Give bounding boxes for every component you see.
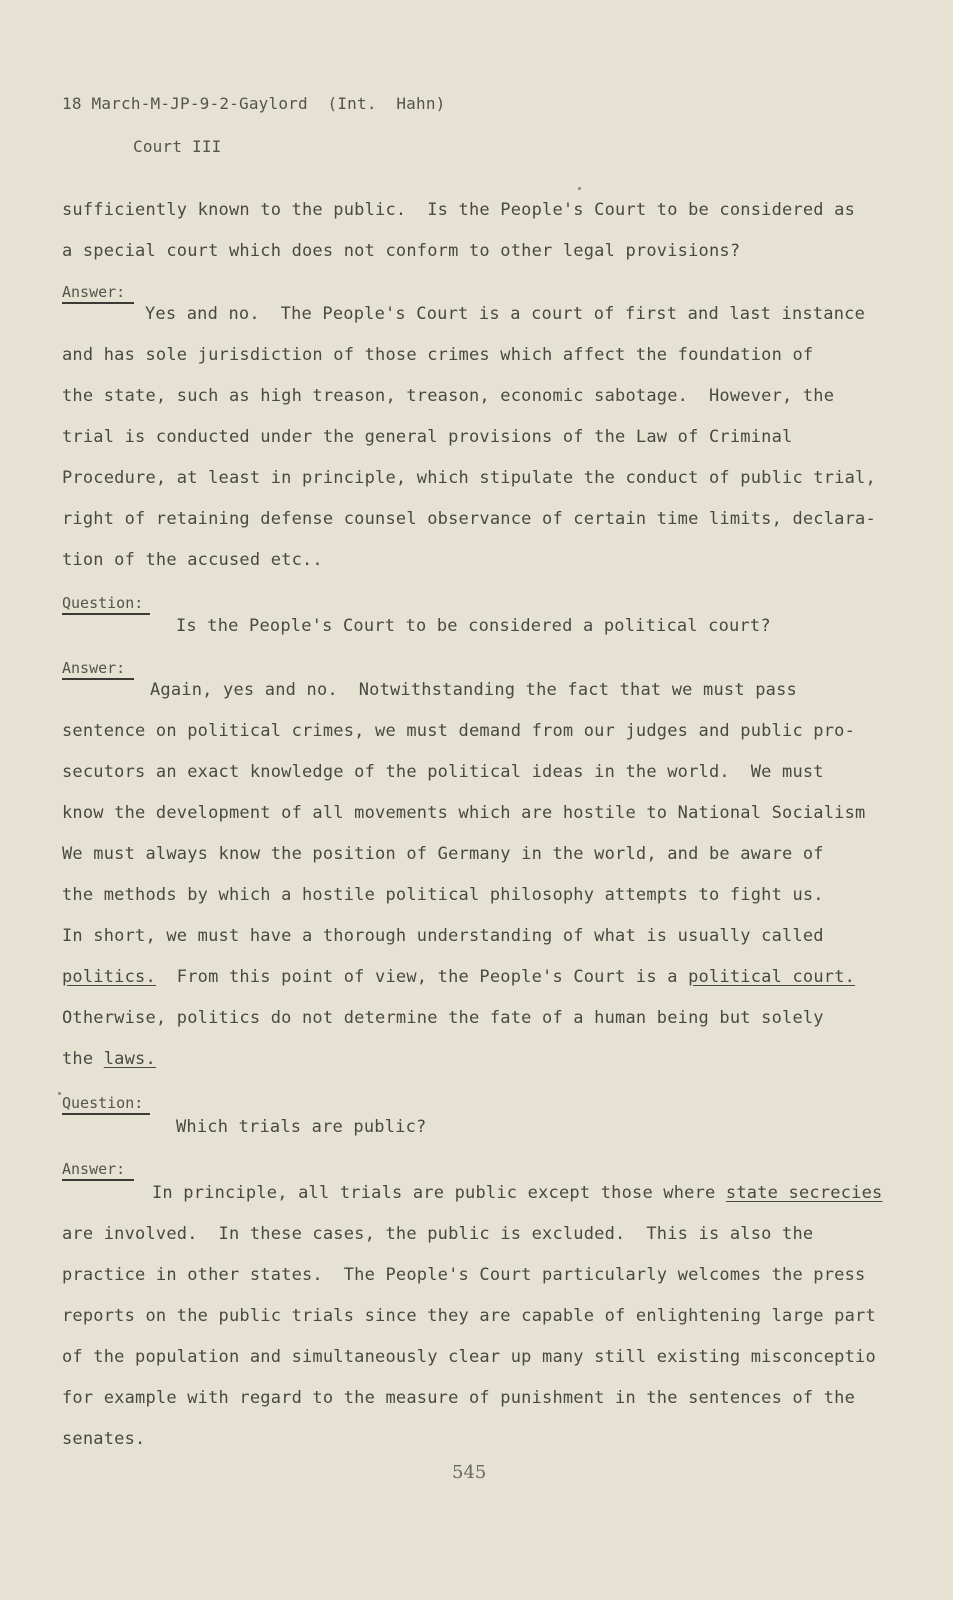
text-line: a special court which does not conform to other legal provisions? bbox=[62, 241, 741, 261]
text-line: for example with regard to the measure of punishment in the sentences of the bbox=[62, 1388, 856, 1408]
document-reference: 18 March-M-JP-9-2-Gaylord (Int. Hahn) bbox=[62, 94, 446, 113]
underlined-term: politics. bbox=[62, 967, 156, 987]
label-underline bbox=[62, 678, 134, 680]
text-line: are involved. In these cases, the public is excluded. This is also the bbox=[62, 1224, 814, 1244]
label-underline bbox=[62, 1113, 150, 1115]
question-label: Question: bbox=[62, 1094, 144, 1112]
answer-label: Answer: bbox=[62, 659, 126, 677]
text-line: trial is conducted under the general provisions of the Law of Criminal bbox=[62, 427, 793, 447]
page-number: 545 bbox=[452, 1462, 487, 1483]
question-text: Is the People's Court to be considered a political court? bbox=[176, 616, 771, 636]
text-line: Yes and no. The People's Court is a court of first and last instance bbox=[145, 304, 866, 324]
ink-mark bbox=[58, 1092, 61, 1095]
question-label: Question: bbox=[62, 594, 144, 612]
text-line: tion of the accused etc.. bbox=[62, 550, 323, 570]
question-text: Which trials are public? bbox=[176, 1117, 427, 1137]
text-line: reports on the public trials since they are capable of enlightening large part bbox=[62, 1306, 876, 1326]
label-underline bbox=[62, 302, 134, 304]
text-line bbox=[62, 1049, 156, 1069]
text-line bbox=[152, 1183, 882, 1203]
text-line bbox=[62, 967, 855, 987]
text-line: In short, we must have a thorough understanding of what is usually called bbox=[62, 926, 824, 946]
ink-mark bbox=[578, 187, 581, 190]
text-line: the state, such as high treason, treason, economic sabotage. However, the bbox=[62, 386, 835, 406]
label-underline bbox=[62, 1179, 134, 1181]
text-line: right of retaining defense counsel observance of certain time limits, declara- bbox=[62, 509, 876, 529]
text-line: the methods by which a hostile political philosophy attempts to fight us. bbox=[62, 885, 824, 905]
text-line: practice in other states. The People's Court particularly welcomes the press bbox=[62, 1265, 866, 1285]
text-line: Otherwise, politics do not determine the fate of a human being but solely bbox=[62, 1008, 824, 1028]
text-line: Again, yes and no. Notwithstanding the fact that we must pass bbox=[150, 680, 797, 700]
text-line: sentence on political crimes, we must demand from our judges and public pro- bbox=[62, 721, 856, 741]
text-span: From this point of view, the People's Court is a bbox=[155, 967, 689, 987]
underlined-term: laws. bbox=[103, 1049, 156, 1069]
text-line: senates. bbox=[62, 1429, 146, 1449]
text-line: We must always know the position of Germany in the world, and be aware of bbox=[62, 844, 824, 864]
label-underline bbox=[62, 613, 150, 615]
text-span: the bbox=[62, 1049, 104, 1069]
text-span: In principle, all trials are public except those where bbox=[152, 1183, 726, 1203]
text-line: of the population and simultaneously clear up many still existing misconceptio bbox=[62, 1347, 876, 1367]
text-line: Procedure, at least in principle, which stipulate the conduct of public trial, bbox=[62, 468, 876, 488]
answer-label: Answer: bbox=[62, 1160, 126, 1178]
text-line: know the development of all movements which are hostile to National Socialism bbox=[62, 803, 866, 823]
text-line: and has sole jurisdiction of those crimes which affect the foundation of bbox=[62, 345, 814, 365]
text-line: secutors an exact knowledge of the political ideas in the world. We must bbox=[62, 762, 824, 782]
underlined-term: state secrecies bbox=[725, 1183, 883, 1203]
underlined-term: political court. bbox=[688, 967, 856, 987]
court-heading: Court III bbox=[133, 137, 222, 156]
text-line: sufficiently known to the public. Is the People's Court to be considered as bbox=[62, 200, 856, 220]
answer-label: Answer: bbox=[62, 283, 126, 301]
